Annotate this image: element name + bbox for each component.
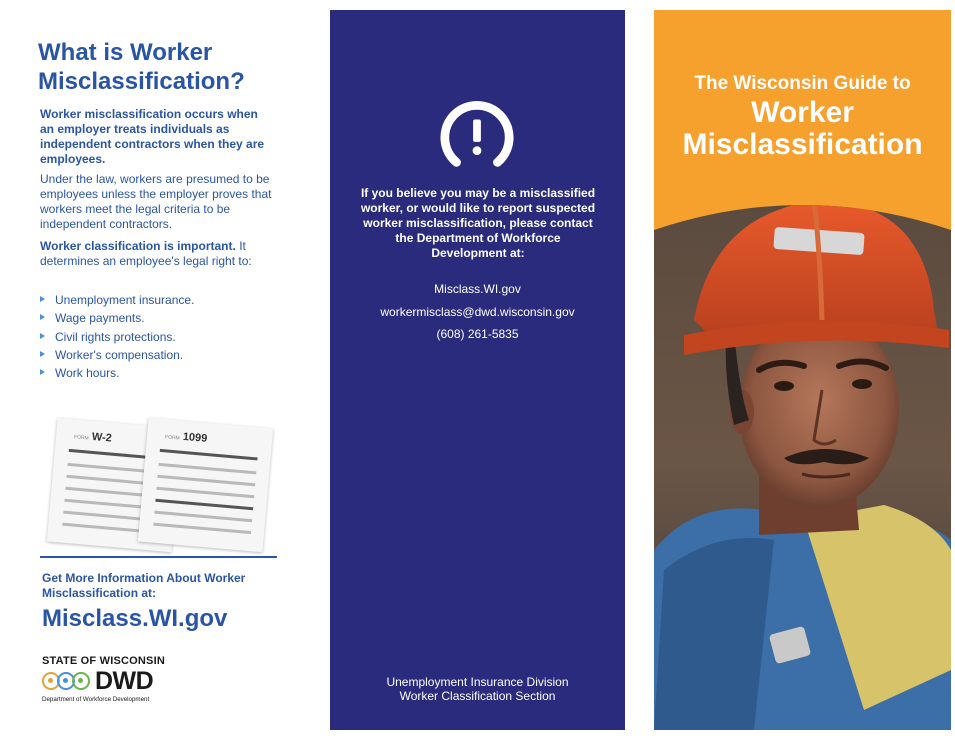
website-link[interactable]: Misclass.WI.gov	[42, 605, 228, 632]
bullet-icon	[40, 351, 45, 357]
logo-state: STATE OF WISCONSIN	[42, 655, 165, 667]
intro-bold: Worker misclassification occurs when an employer treats individuals as independent contractors when they are employees.	[40, 107, 265, 166]
intro-text: Under the law, workers are presumed to be employees unless the employer proves that workers meet the legal criteria to be independent contractors.	[40, 172, 272, 231]
importance-text: It determines an employee's legal right to:	[40, 239, 252, 268]
tax-forms-illustration	[40, 405, 290, 555]
cover-title-line1: Worker	[751, 96, 854, 129]
importance-heading: Worker classification is important.	[40, 239, 236, 253]
logo-circles-icon	[42, 672, 87, 690]
rights-list	[40, 291, 280, 382]
list-item: Work hours.	[40, 364, 280, 382]
bullet-icon	[40, 333, 45, 339]
w2-form-icon: FORM W-2	[47, 418, 182, 552]
construction-worker-photo	[654, 190, 951, 730]
division-name: Unemployment Insurance Division	[386, 675, 569, 689]
section-name: Worker Classification Section	[399, 689, 556, 703]
list-item: Wage payments.	[40, 309, 280, 327]
1099-form-icon: FORM 1099	[138, 418, 273, 552]
list-item: Unemployment insurance.	[40, 291, 280, 309]
dwd-logo	[42, 655, 165, 704]
divider	[40, 556, 277, 558]
left-panel	[0, 10, 300, 730]
importance-paragraph	[40, 239, 272, 269]
bullet-icon	[40, 314, 45, 320]
cover-title-line2: Misclassification	[682, 128, 923, 161]
division-info	[330, 675, 625, 703]
contact-panel	[330, 10, 625, 730]
report-message: If you believe you may be a misclassified worker, or would like to report suspected worker misclassification, please contact the Department of Workforce Development at:	[360, 186, 596, 260]
list-item: Civil rights protections.	[40, 328, 280, 346]
contact-phone[interactable]: (608) 261-5835	[436, 327, 519, 341]
cover-title	[654, 97, 951, 161]
bullet-icon	[40, 296, 45, 302]
logo-department: Department of Workforce Development	[42, 696, 150, 703]
bullet-icon	[40, 369, 45, 375]
cover-subtitle: The Wisconsin Guide to	[694, 73, 911, 94]
contact-email-link[interactable]: workermisclass@dwd.wisconsin.gov	[380, 305, 575, 319]
cover-panel	[654, 10, 951, 730]
alert-icon	[438, 98, 516, 176]
contact-website-link[interactable]: Misclass.WI.gov	[434, 282, 521, 296]
list-item: Worker's compensation.	[40, 346, 280, 364]
get-more-info: Get More Information About Worker Misclassification at:	[42, 571, 246, 600]
page-title: What is Worker Misclassification?	[38, 39, 245, 95]
logo-abbr: DWD	[95, 667, 154, 695]
